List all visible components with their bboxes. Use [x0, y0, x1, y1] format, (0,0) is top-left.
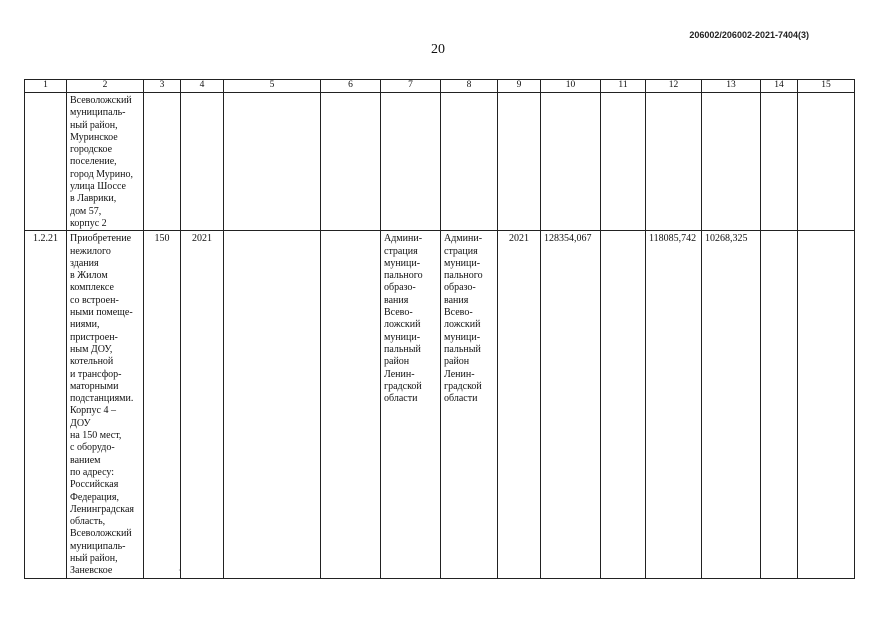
document-id: 206002/206002-2021-7404(3)	[689, 30, 809, 40]
col-header-5: 5	[224, 80, 321, 93]
cell-capacity	[144, 231, 181, 578]
col-header-7: 7	[381, 80, 441, 93]
cell-col5	[224, 231, 321, 578]
cell-text	[601, 93, 645, 95]
cell-year	[181, 93, 224, 231]
cell-text	[224, 93, 320, 95]
col-header-9: 9	[498, 80, 541, 93]
col-header-15: 15	[798, 80, 855, 93]
cell-text	[702, 93, 760, 95]
col-header-1: 1	[25, 80, 67, 93]
data-table	[24, 79, 855, 579]
col-header-4: 4	[181, 80, 224, 93]
cell-text	[144, 93, 180, 95]
cell-col6	[321, 93, 381, 231]
cell-text	[498, 93, 540, 95]
cell-text	[181, 93, 223, 95]
cell-col5	[224, 93, 321, 231]
cell-text	[646, 93, 701, 95]
cell-text: 10268,325	[705, 233, 748, 245]
cell-customer	[381, 231, 441, 578]
cell-number	[25, 93, 67, 231]
cell-period	[498, 231, 541, 578]
col-header-3: 3	[144, 80, 181, 93]
cell-col13	[702, 231, 761, 578]
cell-col10	[541, 93, 601, 231]
cell-col12	[646, 93, 702, 231]
cell-recipient	[441, 231, 498, 578]
cell-text: 128354,067	[544, 233, 592, 245]
cell-col8	[441, 93, 498, 231]
cell-text	[761, 231, 797, 233]
cell-text	[321, 93, 380, 95]
page-number: 20	[431, 42, 445, 57]
col-header-11: 11	[601, 80, 646, 93]
cell-text	[25, 93, 66, 95]
cell-col11	[601, 231, 646, 578]
cell-number	[25, 231, 67, 578]
table-row	[25, 231, 855, 578]
cell-text: 2021	[509, 233, 529, 245]
col-header-13: 13	[702, 80, 761, 93]
cell-text: 2021	[192, 233, 212, 245]
cell-text	[321, 231, 380, 233]
cell-col13	[702, 93, 761, 231]
cell-text: Всеволожский муниципаль- ный район, Муринское городское поселение, город Мурино, улица Шоссе в Лаврики, дом 57, корпус 2	[70, 95, 133, 229]
table-row	[25, 93, 855, 231]
cell-year	[181, 231, 224, 578]
cell-text: Админи- страция муници- пального образо- вания Всево- ложский муници- пальный район Ленин- градской области	[444, 233, 483, 405]
cell-description	[67, 231, 144, 578]
col-header-8: 8	[441, 80, 498, 93]
cell-text	[798, 231, 854, 233]
cell-text: 150	[154, 233, 170, 245]
scan-speck: ·	[178, 566, 181, 575]
cell-text	[601, 231, 645, 233]
cell-text: Админи- страция муници- пального образо- вания Всево- ложский муници- пальный район Ленин- градской области	[384, 233, 423, 405]
cell-col14	[761, 93, 798, 231]
col-header-12: 12	[646, 80, 702, 93]
cell-text	[441, 93, 497, 95]
cell-col15	[798, 93, 855, 231]
col-header-2: 2	[67, 80, 144, 93]
cell-address	[67, 93, 144, 231]
cell-text	[798, 93, 854, 95]
header-row	[25, 80, 855, 93]
cell-text	[761, 93, 797, 95]
cell-text	[541, 93, 600, 95]
cell-col11	[601, 93, 646, 231]
cell-total	[541, 231, 601, 578]
cell-text	[381, 93, 440, 95]
cell-col6	[321, 231, 381, 578]
cell-col7	[381, 93, 441, 231]
cell-col15	[798, 231, 855, 578]
cell-col14	[761, 231, 798, 578]
cell-text: Приобретение нежилого здания в Жилом комплексе со встроен- ными помеще- ниями, пристроен- ным ДОУ, котельной и трансфор- маторными подстанциями. Корпус 4 – ДОУ на 150 мест, с оборудо- ванием по адресу: Российская Федерация, Ленинградская область, Всеволожский муниципаль- ный район, Заневское	[70, 233, 135, 577]
cell-col9	[498, 93, 541, 231]
col-header-6: 6	[321, 80, 381, 93]
col-header-14: 14	[761, 80, 798, 93]
cell-text: 1.2.21	[33, 233, 58, 245]
col-header-10: 10	[541, 80, 601, 93]
cell-text: 118085,742	[649, 233, 697, 245]
cell-capacity	[144, 93, 181, 231]
cell-text	[224, 231, 320, 233]
cell-col12	[646, 231, 702, 578]
